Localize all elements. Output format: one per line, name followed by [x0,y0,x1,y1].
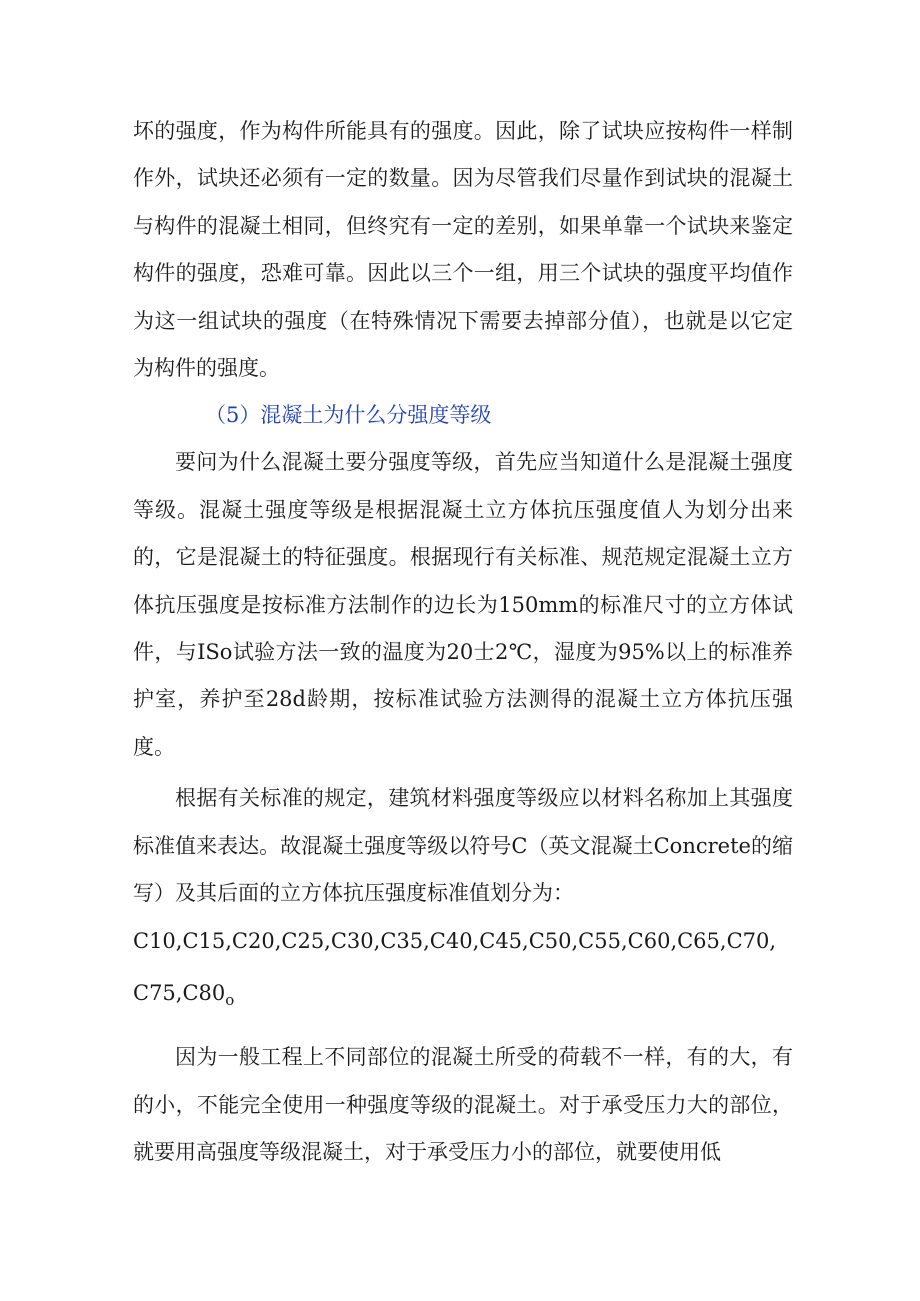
paragraph-grade-usage: 因为一般工程上不同部位的混凝土所受的荷载不一样，有的大，有的小，不能完全使用一种强度等级的混凝土。对于承受压力大的部位，就要用高强度等级混凝土，对于承受压力小的部位，就要使用低 [133,1045,793,1164]
paragraph-grade-notation: 根据有关标准的规定，建筑材料强度等级应以材料名称加上其强度标准值来表达。故混凝土强度等级以符号C（英文混凝土Concrete的缩写）及其后面的立方体抗压强度标准值划分为： [133,786,793,906]
section-heading: （5）混凝土为什么分强度等级 [205,403,492,428]
grade-codes-line-2 [133,965,793,1024]
grade-codes-line-1: C10,C15,C20,C25,C30,C35,C40,C45,C50,C55,C60,C65,C70, [133,928,777,953]
document-page [133,108,793,1176]
paragraph-test-block-strength: 坏的强度，作为构件所能具有的强度。因此，除了试块应按构件一样制作外，试块还必须有一定的数量。因为尽管我们尽量作到试块的混凝土与构件的混凝土相同，但终究有一定的差别，如果单靠一个试块来鉴定构件的强度，恐难可靠。因此以三个一组，用三个试块的强度平均值作为这一组试块的强度（在特殊情况下需要去掉部分值），也就是以它定为构件的强度。 [133,119,793,381]
paragraph-strength-grade-definition: 要问为什么混凝土要分强度等级，首先应当知道什么是混凝土强度等级。混凝土强度等级是根据混凝土立方体抗压强度值人为划分出来的，它是混凝土的特征强度。根据现行有关标准、规范规定混凝土立方体抗压强度是按标准方法制作的边长为150mm的标准尺寸的立方体试件，与ISo试验方法一致的温度为20士2℃，湿度为95%以上的标准养护室，养护至28d龄期，按标准试验方法测得的混凝土立方体抗压强度。 [133,450,793,759]
grade-codes-end-mark: o [225,991,235,1010]
grade-codes-text: C75,C80 [133,980,226,1005]
